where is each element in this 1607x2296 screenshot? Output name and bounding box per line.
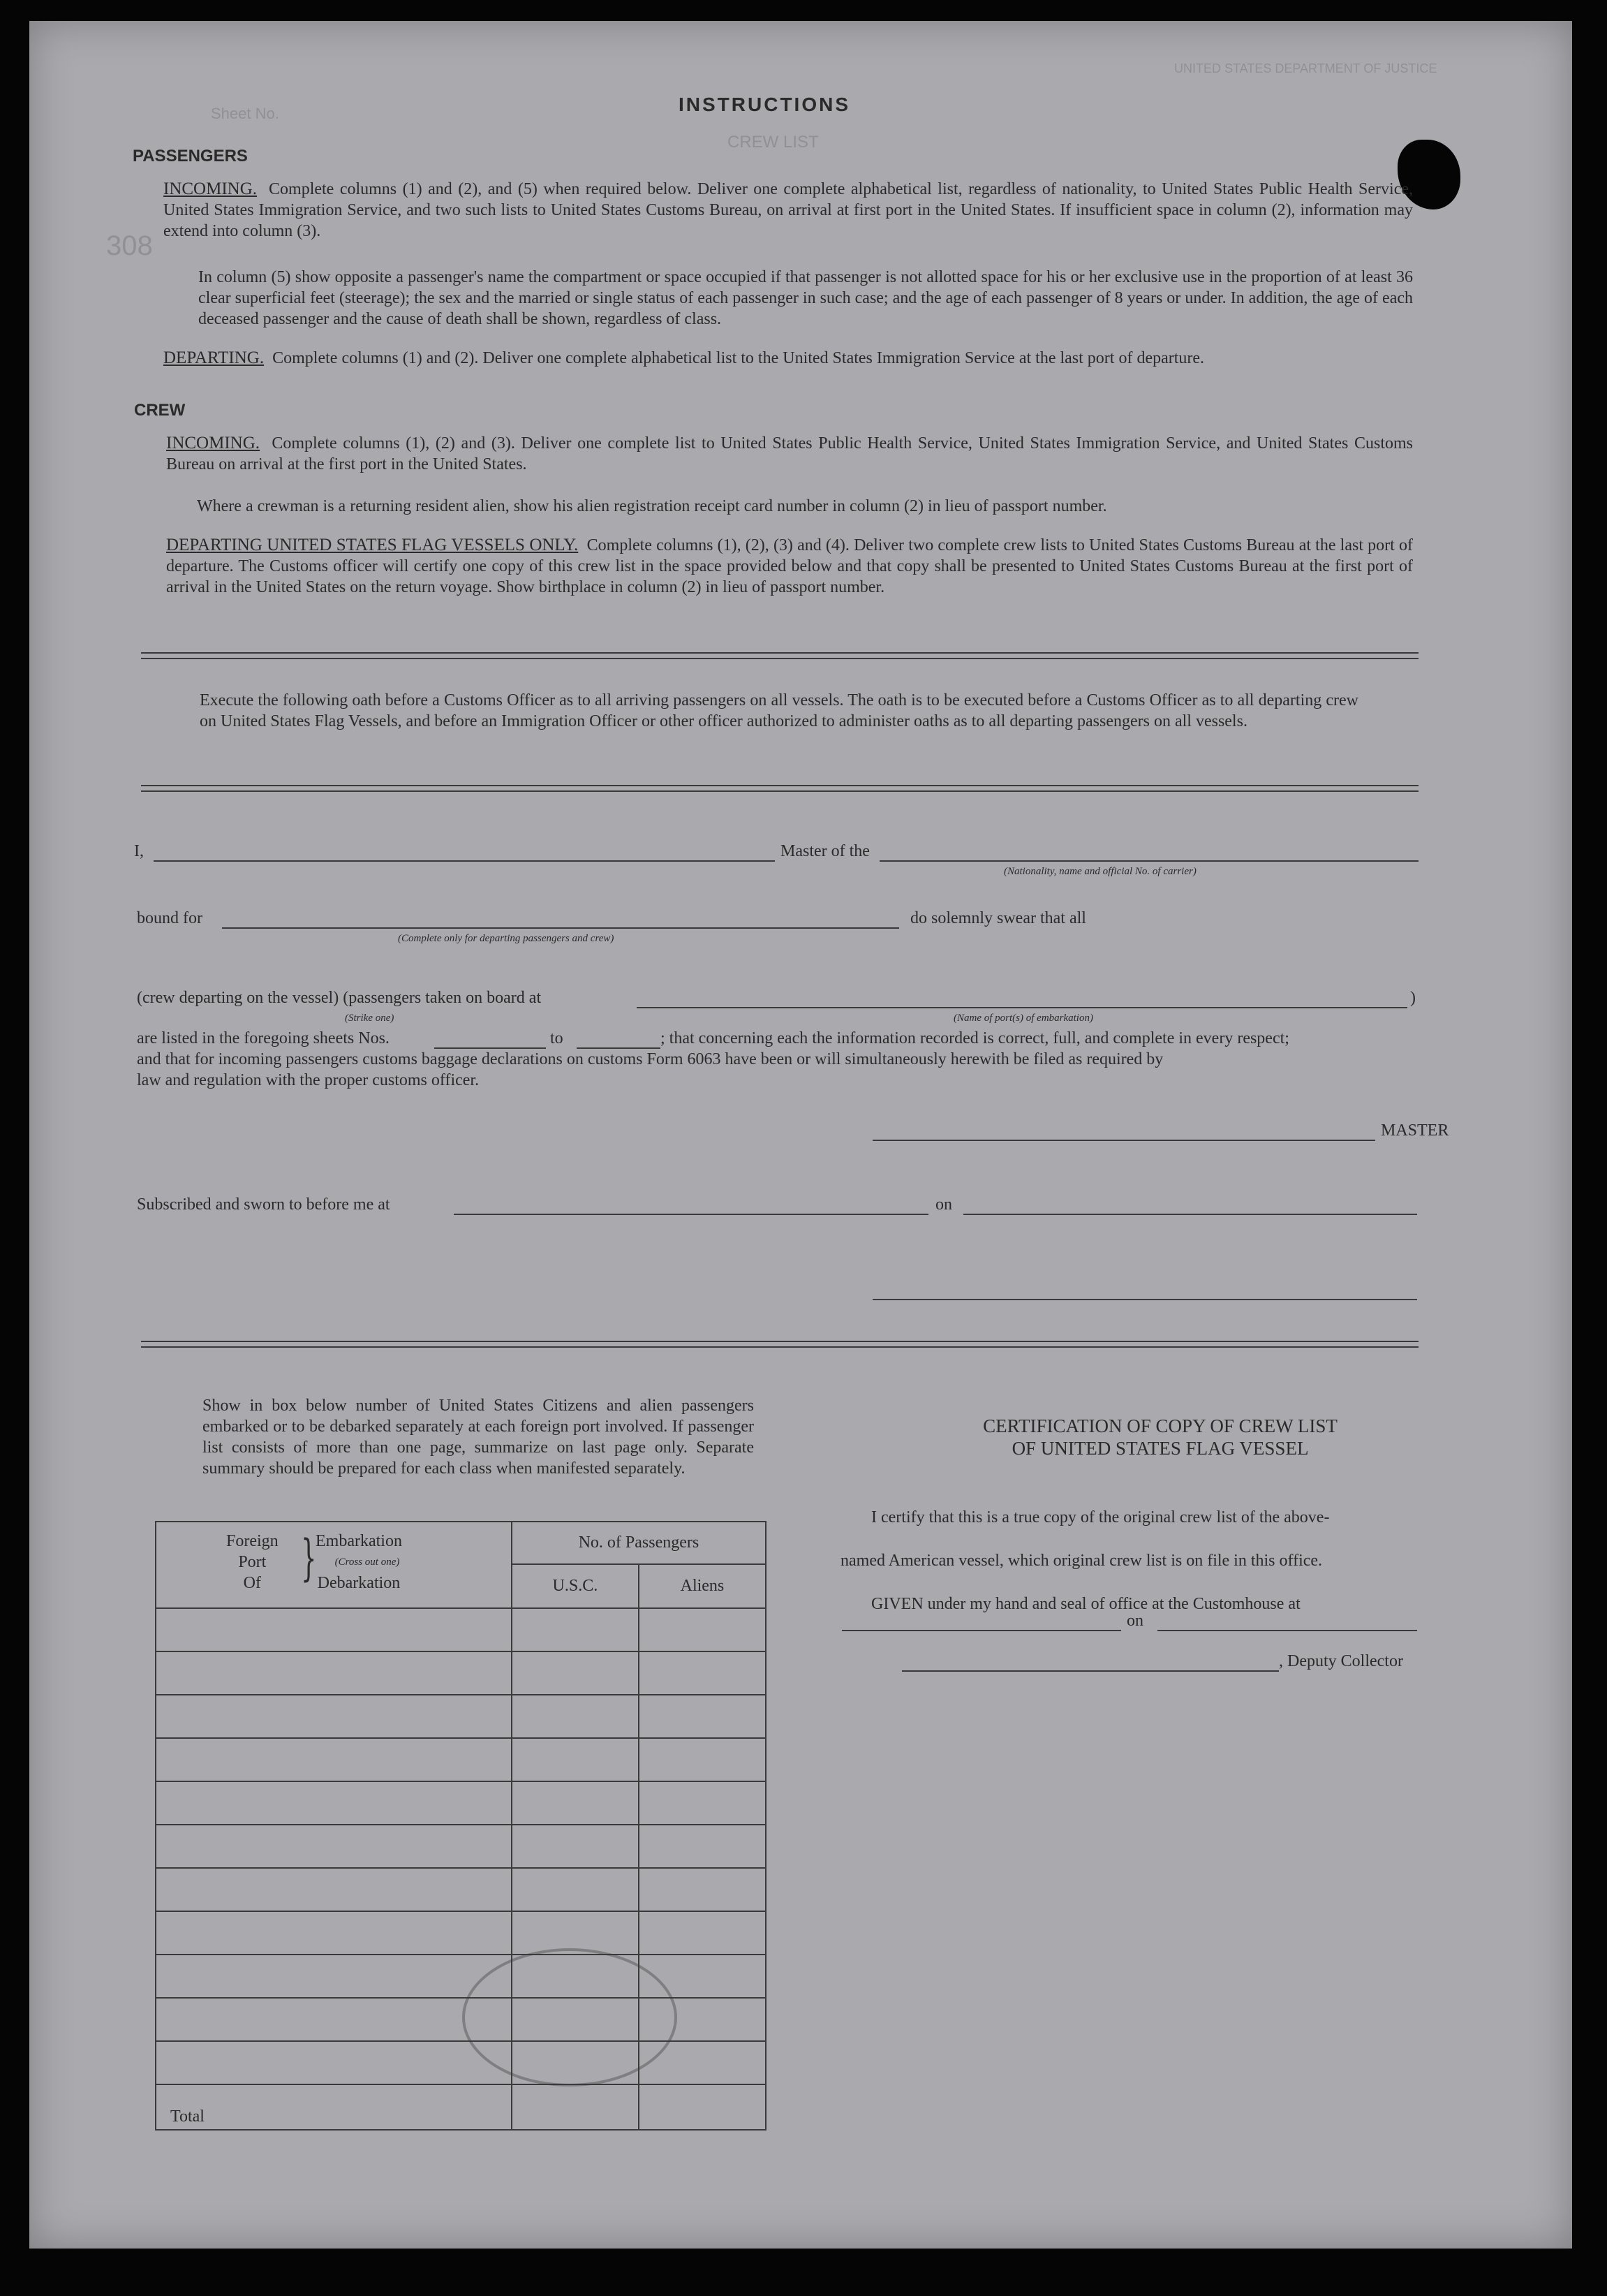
embark-hint: (Name of port(s) of embarkation) [954,1013,1093,1024]
oath-close-paren: ) [1410,989,1416,1007]
table-row [156,1651,766,1695]
passengers-departing-label: DEPARTING. [163,348,265,367]
port-cell[interactable] [156,1911,512,1955]
table-row [156,1911,766,1955]
bound-for-field[interactable] [222,927,899,929]
table-row [156,1825,766,1868]
table-header-row [156,1522,766,1564]
port-cell[interactable] [156,1825,512,1868]
oath-concerning-2: and that for incoming passengers customs baggage declarations on customs Form 6063 have been or will simultaneously herewith be filed as required by [137,1050,1164,1068]
officer-signature-field[interactable] [873,1299,1417,1300]
summary-instructions: Show in box below number of United States Citizens and alien passengers embarked or to be debarked separately at each foreign port involved. If passenger list consists of more than one page, summarize on last page only. Separate summary should be prepared for each class when manifested separately. [202,1397,754,1478]
showthrough-text: UNITED STATES DEPARTMENT OF JUSTICE [1174,61,1437,75]
port-cell[interactable] [156,1738,512,1781]
usc-cell[interactable] [512,1868,639,1911]
usc-cell[interactable] [512,1911,639,1955]
table-row [156,1695,766,1738]
strike-one-hint: (Strike one) [345,1013,394,1024]
total-label: Total [156,2084,512,2130]
passengers-incoming [163,179,1413,242]
brace-glyph: } [301,1529,317,1587]
port-cell[interactable] [156,1781,512,1825]
oath-listed-in: are listed in the foregoing sheets Nos. [137,1029,390,1047]
aliens-cell[interactable] [639,1608,766,1651]
section-divider [141,785,1419,792]
usc-cell[interactable] [512,1825,639,1868]
master-name-field[interactable] [154,860,775,862]
aliens-cell[interactable] [639,1695,766,1738]
sworn-place-field[interactable] [454,1214,928,1215]
showthrough-text: CREW LIST [727,133,819,152]
col-usc: U.S.C. [512,1564,639,1608]
usc-cell[interactable] [512,1998,639,2041]
crew-departing-text: Complete columns (1), (2), (3) and (4). Deliver two complete crew lists to United States Customs Bureau at the last port of departure. The Customs officer will certify one copy of this crew list in the space provided below and that copy shall be presented to United States Customs Bureau at the first port of arrival in the United States on the return voyage. Show birthplace in column (2) in lieu of passport number. [166,536,1413,596]
master-signature-field[interactable] [873,1140,1375,1141]
passengers-departing-text: Complete columns (1) and (2). Deliver one complete alphabetical list to the United States Immigration Service at the last port of departure. [272,349,1205,367]
table-row [156,1738,766,1781]
passengers-incoming-label: INCOMING. [163,179,258,198]
oath-instructions: Execute the following oath before a Customs Officer as to all arriving passengers on all vessels. The oath is to be executed before a Customs Officer as to all departing crew on United States Flag Vessels, and before an Immigration Officer or other officer authorized to administer oaths as to all departing passengers on all vessels. [200,691,1358,730]
oath-to: to [550,1029,563,1047]
oath-master-of: Master of the [780,842,870,860]
port-cell[interactable] [156,1608,512,1651]
page-title: INSTRUCTIONS [679,94,850,115]
crew-incoming-label: INCOMING. [166,434,260,452]
port-cell[interactable] [156,1868,512,1911]
certification-title-2: OF UNITED STATES FLAG VESSEL [1012,1438,1309,1459]
col-foreign: Foreign [226,1532,279,1550]
table-row [156,1998,766,2041]
usc-cell[interactable] [512,1608,639,1651]
sworn-date-field[interactable] [963,1214,1417,1215]
col-aliens: Aliens [639,1564,766,1608]
showthrough-text: 308 [106,230,153,261]
certify-date-field[interactable] [1157,1630,1417,1631]
certification-title [867,1415,1453,1459]
section-divider [141,652,1419,659]
aliens-cell[interactable] [639,1911,766,1955]
table-row [156,1608,766,1651]
sheet-from-field[interactable] [434,1047,546,1049]
deputy-collector-label: , Deputy Collector [1279,1652,1403,1670]
bound-hint: (Complete only for departing passengers and crew) [398,933,614,944]
aliens-cell[interactable] [639,1738,766,1781]
customhouse-field[interactable] [842,1630,1121,1631]
total-usc-cell[interactable] [512,2084,639,2130]
crew-incoming-text: Complete columns (1), (2) and (3). Deliver one complete list to United States Public Health Service, United States Immigration Service, and United States Customs Bureau on arrival at the first port in the United States. [166,434,1413,473]
oath-crew-departing: (crew departing on the vessel) (passengers taken on board at [137,989,542,1007]
col-embarkation: Embarkation [316,1532,402,1550]
crew-resident-text: Where a crewman is a returning resident alien, show his alien registration receipt card number in column (2) in lieu of passport number. [197,497,1107,515]
oath-concerning-1: ; that concerning each the information recorded is correct, full, and complete in every respect; [660,1029,1289,1047]
aliens-cell[interactable] [639,1651,766,1695]
col-port: Port [238,1553,267,1571]
passenger-summary-table [155,1521,767,2131]
port-cell[interactable] [156,2041,512,2084]
table-row [156,2041,766,2084]
port-cell[interactable] [156,1695,512,1738]
oath-on: on [935,1195,952,1214]
carrier-hint: (Nationality, name and official No. of carrier) [1004,866,1197,877]
crew-heading: CREW [134,401,186,420]
master-label: MASTER [1381,1121,1449,1140]
oath-bound-for: bound for [137,909,202,927]
certify-line-2: named American vessel, which original crew list is on file in this office. [840,1552,1323,1570]
usc-cell[interactable] [512,1651,639,1695]
crew-incoming [166,433,1413,475]
usc-cell[interactable] [512,1738,639,1781]
passengers-departing [163,348,1420,369]
port-cell[interactable] [156,1955,512,1998]
usc-cell[interactable] [512,1781,639,1825]
certify-given: GIVEN under my hand and seal of office at the Customhouse at [871,1595,1301,1613]
certify-line-1: I certify that this is a true copy of the original crew list of the above- [871,1508,1330,1526]
col-debarkation: Debarkation [317,1574,401,1592]
col-cross-out: (Cross out one) [334,1557,400,1568]
aliens-cell[interactable] [639,2041,766,2084]
section-divider [141,1341,1419,1348]
table-row [156,1955,766,1998]
passengers-column5-text: In column (5) show opposite a passenger's name the compartment or space occupied if that passenger is not allotted space for his or her exclusive use in the proportion of at least 36 clear superficial feet (steerage); the sex and the married or single status of each passenger in such case; and the age of each passenger of 8 years or under. In addition, the age of each deceased passenger and the cause of death shall be shown, regardless of class. [198,268,1413,328]
foreign-port-of [226,1531,279,1594]
col-passengers: No. of Passengers [512,1522,766,1564]
port-header-cell [156,1522,512,1608]
total-aliens-cell[interactable] [639,2084,766,2130]
sheet-to-field[interactable] [577,1047,660,1049]
deputy-signature-field[interactable] [902,1670,1279,1672]
crew-departing [166,535,1413,598]
port-cell[interactable] [156,1651,512,1695]
showthrough-text: Sheet No. [211,105,279,122]
usc-cell[interactable] [512,1955,639,1998]
aliens-cell[interactable] [639,1868,766,1911]
oath-subscribed: Subscribed and sworn to before me at [137,1195,390,1214]
table-row [156,1781,766,1825]
oath-swear: do solemnly swear that all [910,909,1086,927]
embarkation-port-field[interactable] [637,1007,1407,1008]
oath-i-label: I, [134,842,144,860]
table-row [156,1868,766,1911]
aliens-cell[interactable] [639,1825,766,1868]
crew-departing-label: DEPARTING UNITED STATES FLAG VESSELS ONLY. [166,536,579,554]
total-row [156,2084,766,2130]
certify-on: on [1127,1612,1143,1630]
usc-cell[interactable] [512,1695,639,1738]
oath-concerning-3: law and regulation with the proper customs officer. [137,1071,480,1089]
carrier-field[interactable] [880,860,1419,862]
certification-title-1: CERTIFICATION OF COPY OF CREW LIST [983,1415,1338,1436]
aliens-cell[interactable] [639,1998,766,2041]
document-sheet [29,21,1572,2249]
embark-debark [316,1531,402,1594]
passengers-incoming-text: Complete columns (1) and (2), and (5) when required below. Deliver one complete alphabetical list, regardless of nationality, to United States Public Health Service, United States Immigration Service, and two such lists to United States Customs Bureau, on arrival at first port in the United States. If insufficient space in column (2), information may extend into column (3). [163,180,1414,240]
aliens-cell[interactable] [639,1781,766,1825]
port-cell[interactable] [156,1998,512,2041]
passengers-heading: PASSENGERS [133,147,248,165]
usc-cell[interactable] [512,2041,639,2084]
aliens-cell[interactable] [639,1955,766,1998]
col-of: Of [243,1574,261,1592]
